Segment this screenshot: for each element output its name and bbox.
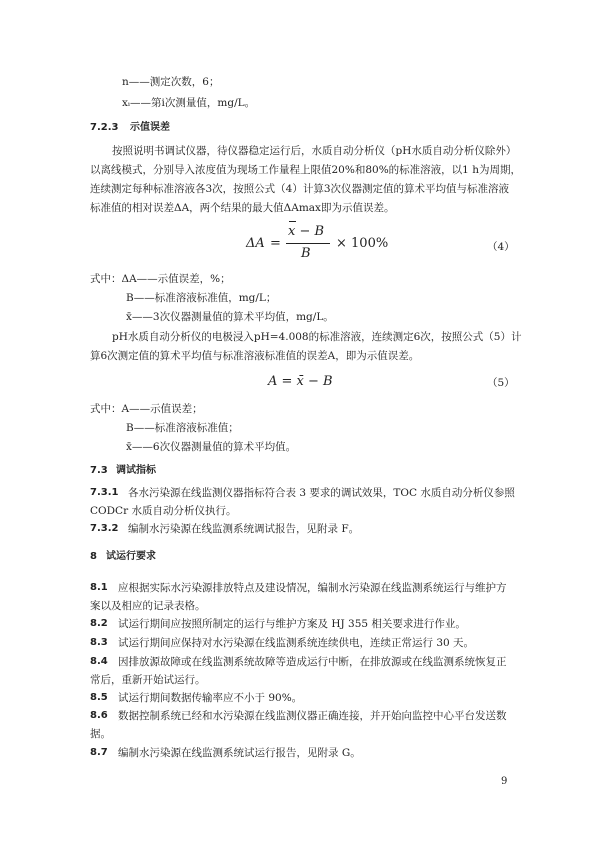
- item-number: 7.3.1: [90, 487, 119, 498]
- item-line: 据。: [90, 728, 111, 740]
- formula-5-expression: A = x̄ − B: [268, 374, 333, 389]
- paragraph-line: 标准值的相对误差ΔA，两个结果的最大值ΔAmax即为示值误差。: [90, 202, 395, 214]
- formula-4-numerator: x − B: [288, 224, 325, 239]
- item-number: 8.6: [90, 710, 108, 721]
- page-number: 9: [501, 776, 508, 787]
- section-7-3-title: 调试指标: [116, 465, 156, 476]
- item-number: 8.1: [90, 582, 108, 593]
- def-4-line: B——标准溶液标准值，mg/L；: [126, 292, 277, 304]
- section-7-2-3-title: 示值误差: [130, 122, 170, 133]
- item-number: 8.4: [90, 656, 108, 667]
- item-line: 数据控制系统已经和水污染源在线监测仪器正确连接，并开始向监控中心平台发送数: [118, 710, 507, 722]
- formula-4-fraction-bar: [286, 243, 330, 244]
- paragraph-line: 以离线模式，分别导入浓度值为现场工作量程上限值20%和80%的标准溶液，以1 h为周期，: [90, 164, 521, 176]
- section-7-2-3-number: 7.2.3: [90, 122, 119, 133]
- def-4-line: 式中：ΔA——示值误差，%；: [90, 273, 231, 285]
- item-line: 常后，重新开始试运行。: [90, 674, 206, 686]
- item-line: 因排放源故障或在线监测系统故障等造成运行中断，在排放源或在线监测系统恢复正: [118, 656, 507, 668]
- formula-4-xbar-overline: [289, 221, 296, 222]
- paragraph-line: pH水质自动分析仪的电极浸入pH=4.008的标准溶液，连续测定6次，按照公式（5）计: [112, 331, 522, 343]
- item-line: 试运行期间数据传输率应不小于 90%。: [118, 692, 303, 704]
- item-line: 编制水污染源在线监测系统调试报告，见附录 F。: [128, 523, 360, 535]
- item-line: 各水污染源在线监测仪器指标符合表 3 要求的调试效果，TOC 水质自动分析仪参照: [128, 487, 515, 499]
- paragraph-line: 按照说明书调试仪器，待仪器稳定运行后，水质自动分析仪（pH水质自动分析仪除外）: [112, 145, 517, 157]
- item-line: 应根据实际水污染源排放特点及建设情况，编制水污染源在线监测系统运行与维护方: [118, 582, 507, 594]
- item-line: 试运行期间应保持对水污染源在线监测系统连续供电，连续正常运行 30 天。: [118, 637, 475, 649]
- def-5-line: 式中：A——示值误差；: [90, 403, 203, 415]
- item-number: 8.2: [90, 618, 108, 629]
- paragraph-line: 算6次测定值的算术平均值与标准溶液标准值的误差A，即为示值误差。: [90, 350, 420, 362]
- paragraph-line: 连续测定每种标准溶液各3次，按照公式（4）计算3次仪器测定值的算术平均值与标准溶液: [90, 183, 510, 195]
- def-5-line: x̄——6次仪器测量值的算术平均值。: [126, 441, 297, 453]
- item-number: 8.7: [90, 747, 108, 758]
- item-line: 试运行期间应按照所制定的运行与维护方案及 HJ 355 相关要求进行作业。: [118, 618, 466, 630]
- item-number: 7.3.2: [90, 523, 119, 534]
- def-xi: xᵢ——第i次测量值，mg/L。: [122, 97, 256, 109]
- item-line: 编制水污染源在线监测系统试运行报告，见附录 G。: [118, 747, 361, 759]
- item-line: 案以及相应的记录表格。: [90, 600, 206, 612]
- formula-4-number: （4）: [487, 241, 515, 253]
- formula-4-equals: =: [270, 236, 281, 251]
- item-number: 8.3: [90, 637, 108, 648]
- section-8-title: 试运行要求: [106, 551, 156, 562]
- formula-4-tail: × 100%: [336, 236, 389, 251]
- item-line: CODCr 水质自动分析仪执行。: [90, 505, 237, 517]
- def-n: n——测定次数，6；: [122, 76, 220, 88]
- item-number: 8.5: [90, 692, 108, 703]
- formula-4-denominator: B: [301, 246, 311, 261]
- section-8-number: 8: [90, 551, 97, 562]
- def-4-line: x̄——3次仪器测量值的算术平均值，mg/L。: [126, 311, 334, 323]
- formula-4-lhs: ΔA: [246, 236, 265, 251]
- section-7-3-number: 7.3: [90, 465, 108, 476]
- def-5-line: B——标准溶液标准值；: [126, 422, 239, 434]
- formula-5-number: （5）: [487, 377, 515, 389]
